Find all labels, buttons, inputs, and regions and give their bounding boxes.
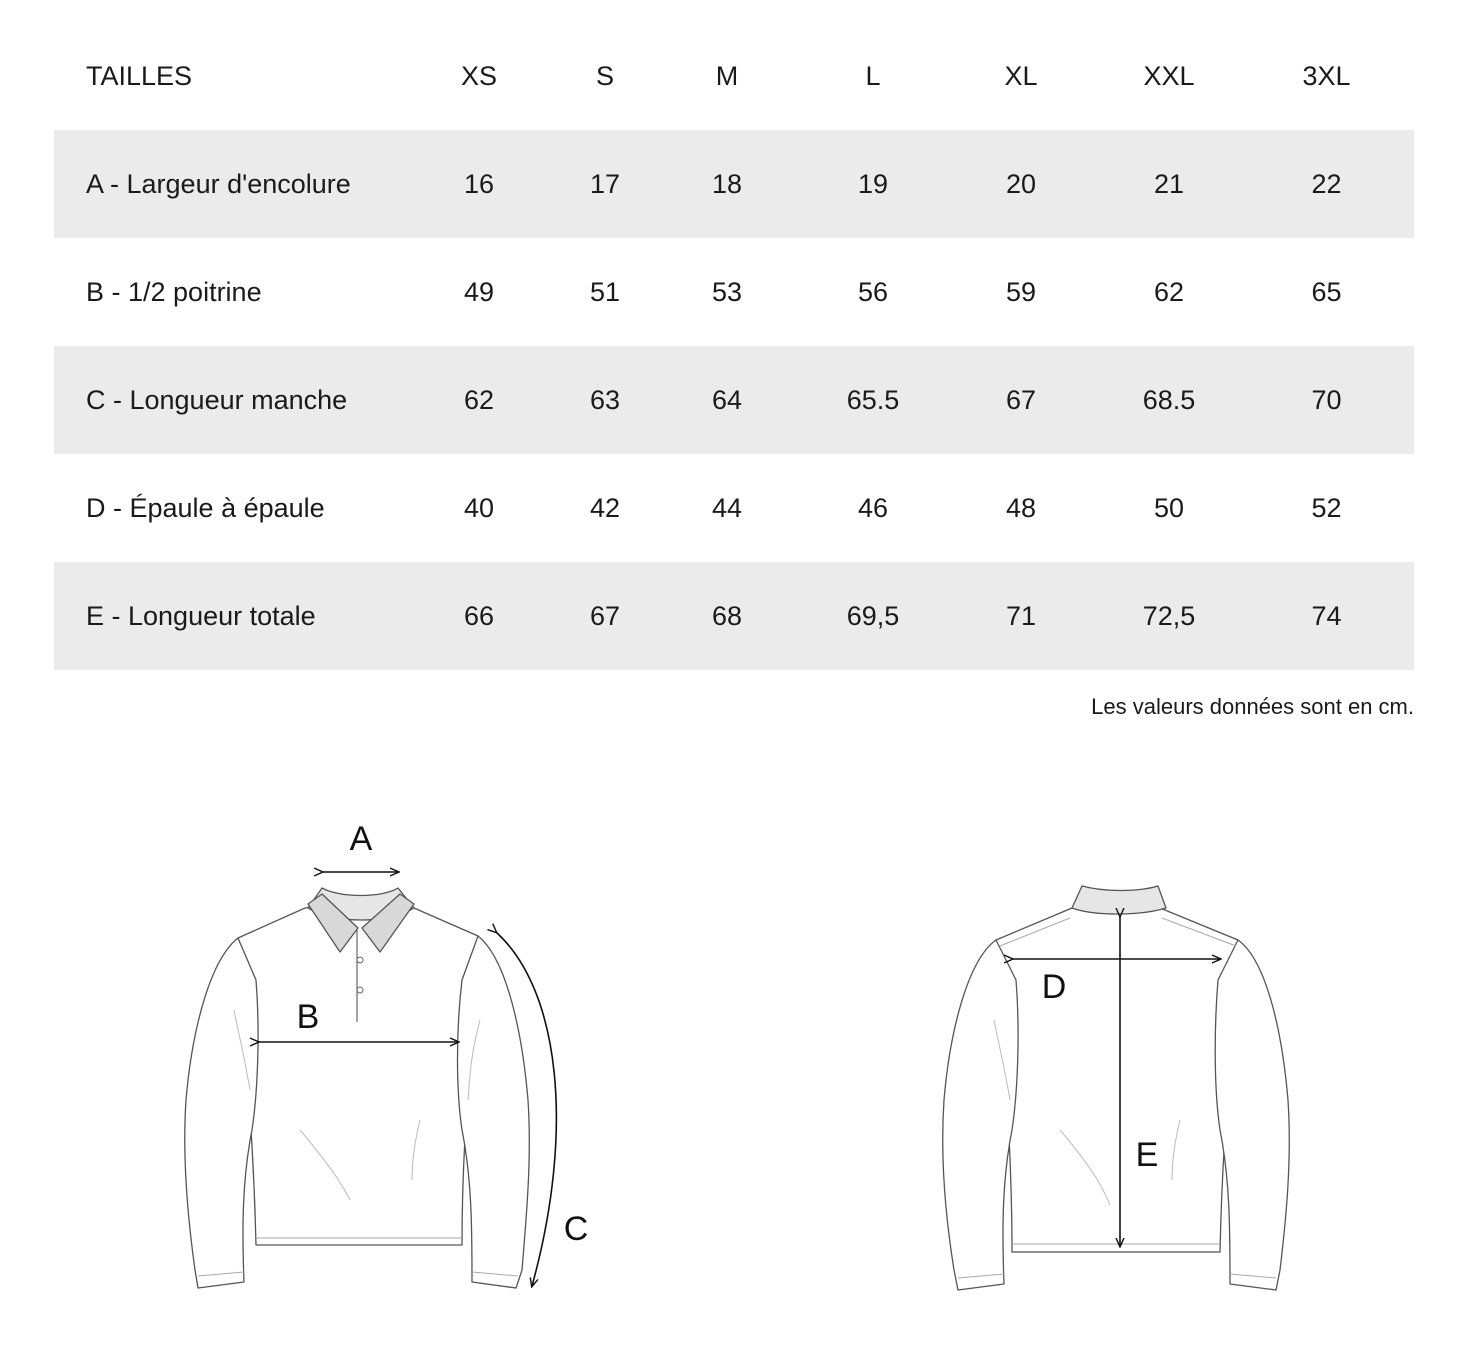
cell-value: 69,5	[846, 600, 900, 631]
header-size-xxl: XXL	[1143, 60, 1195, 91]
cell-value: 21	[1153, 168, 1185, 199]
cell-value: 20	[1005, 168, 1037, 199]
header-tailles: TAILLES	[86, 60, 193, 91]
cell-value: 66	[463, 600, 495, 631]
table-row-c	[54, 346, 1414, 454]
cell-value: 70	[1311, 384, 1342, 415]
cell-value: 52	[1311, 492, 1342, 523]
table-row-b	[54, 238, 1414, 346]
cell-value: 62	[1153, 276, 1185, 307]
size-chart-table	[54, 22, 1414, 670]
cell-value: 46	[857, 492, 889, 523]
header-size-l: L	[865, 60, 881, 91]
cell-value: 74	[1311, 600, 1342, 631]
header-size-xs: XS	[460, 60, 498, 91]
table-row-e	[54, 562, 1414, 670]
back-left-sleeve	[943, 940, 1018, 1290]
cell-value: 67	[589, 600, 621, 631]
header-size-3xl: 3XL	[1302, 60, 1351, 91]
cell-value: 65.5	[846, 384, 900, 415]
row-label: B - 1/2 poitrine	[86, 276, 262, 307]
cell-value: 67	[1005, 384, 1037, 415]
cell-value: 49	[463, 276, 495, 307]
front-garment-diagram	[150, 800, 620, 1310]
cell-value: 22	[1311, 168, 1342, 199]
cell-value: 68	[711, 600, 743, 631]
label-b: B	[296, 998, 320, 1036]
units-note: Les valeurs données sont en cm.	[1091, 694, 1414, 719]
label-a: A	[349, 820, 373, 858]
cell-value: 71	[1005, 600, 1037, 631]
cell-value: 17	[589, 168, 621, 199]
label-d: D	[1041, 968, 1067, 1006]
cell-value: 62	[463, 384, 495, 415]
back-collar	[1072, 886, 1166, 914]
front-left-sleeve	[185, 938, 258, 1288]
cell-value: 72,5	[1142, 600, 1196, 631]
back-right-sleeve	[1215, 940, 1289, 1290]
cell-value: 42	[589, 492, 621, 523]
cell-value: 16	[463, 168, 495, 199]
cell-value: 64	[711, 384, 743, 415]
cell-value: 63	[589, 384, 621, 415]
cell-value: 44	[711, 492, 743, 523]
row-label: C - Longueur manche	[86, 384, 348, 415]
header-size-xl: XL	[1004, 60, 1038, 91]
row-label: A - Largeur d'encolure	[86, 168, 351, 199]
size-header-row	[54, 22, 1414, 130]
cell-value: 48	[1005, 492, 1037, 523]
table-row-d	[54, 454, 1414, 562]
label-c: C	[563, 1210, 589, 1248]
cell-value: 18	[711, 168, 743, 199]
cell-value: 65	[1311, 276, 1342, 307]
row-label: D - Épaule à épaule	[86, 492, 325, 523]
cell-value: 51	[589, 276, 621, 307]
header-size-s: S	[595, 60, 614, 91]
cell-value: 68.5	[1142, 384, 1196, 415]
cell-value: 59	[1005, 276, 1037, 307]
front-body-outline	[238, 900, 480, 1245]
table-row-a	[54, 130, 1414, 238]
label-e: E	[1135, 1136, 1159, 1174]
row-label: E - Longueur totale	[86, 600, 316, 631]
header-size-m: M	[715, 60, 739, 91]
cell-value: 53	[711, 276, 743, 307]
cell-value: 56	[857, 276, 889, 307]
back-garment-diagram	[910, 860, 1330, 1310]
cell-value: 40	[463, 492, 495, 523]
cell-value: 50	[1153, 492, 1185, 523]
front-right-sleeve	[458, 936, 530, 1288]
cell-value: 19	[857, 168, 889, 199]
